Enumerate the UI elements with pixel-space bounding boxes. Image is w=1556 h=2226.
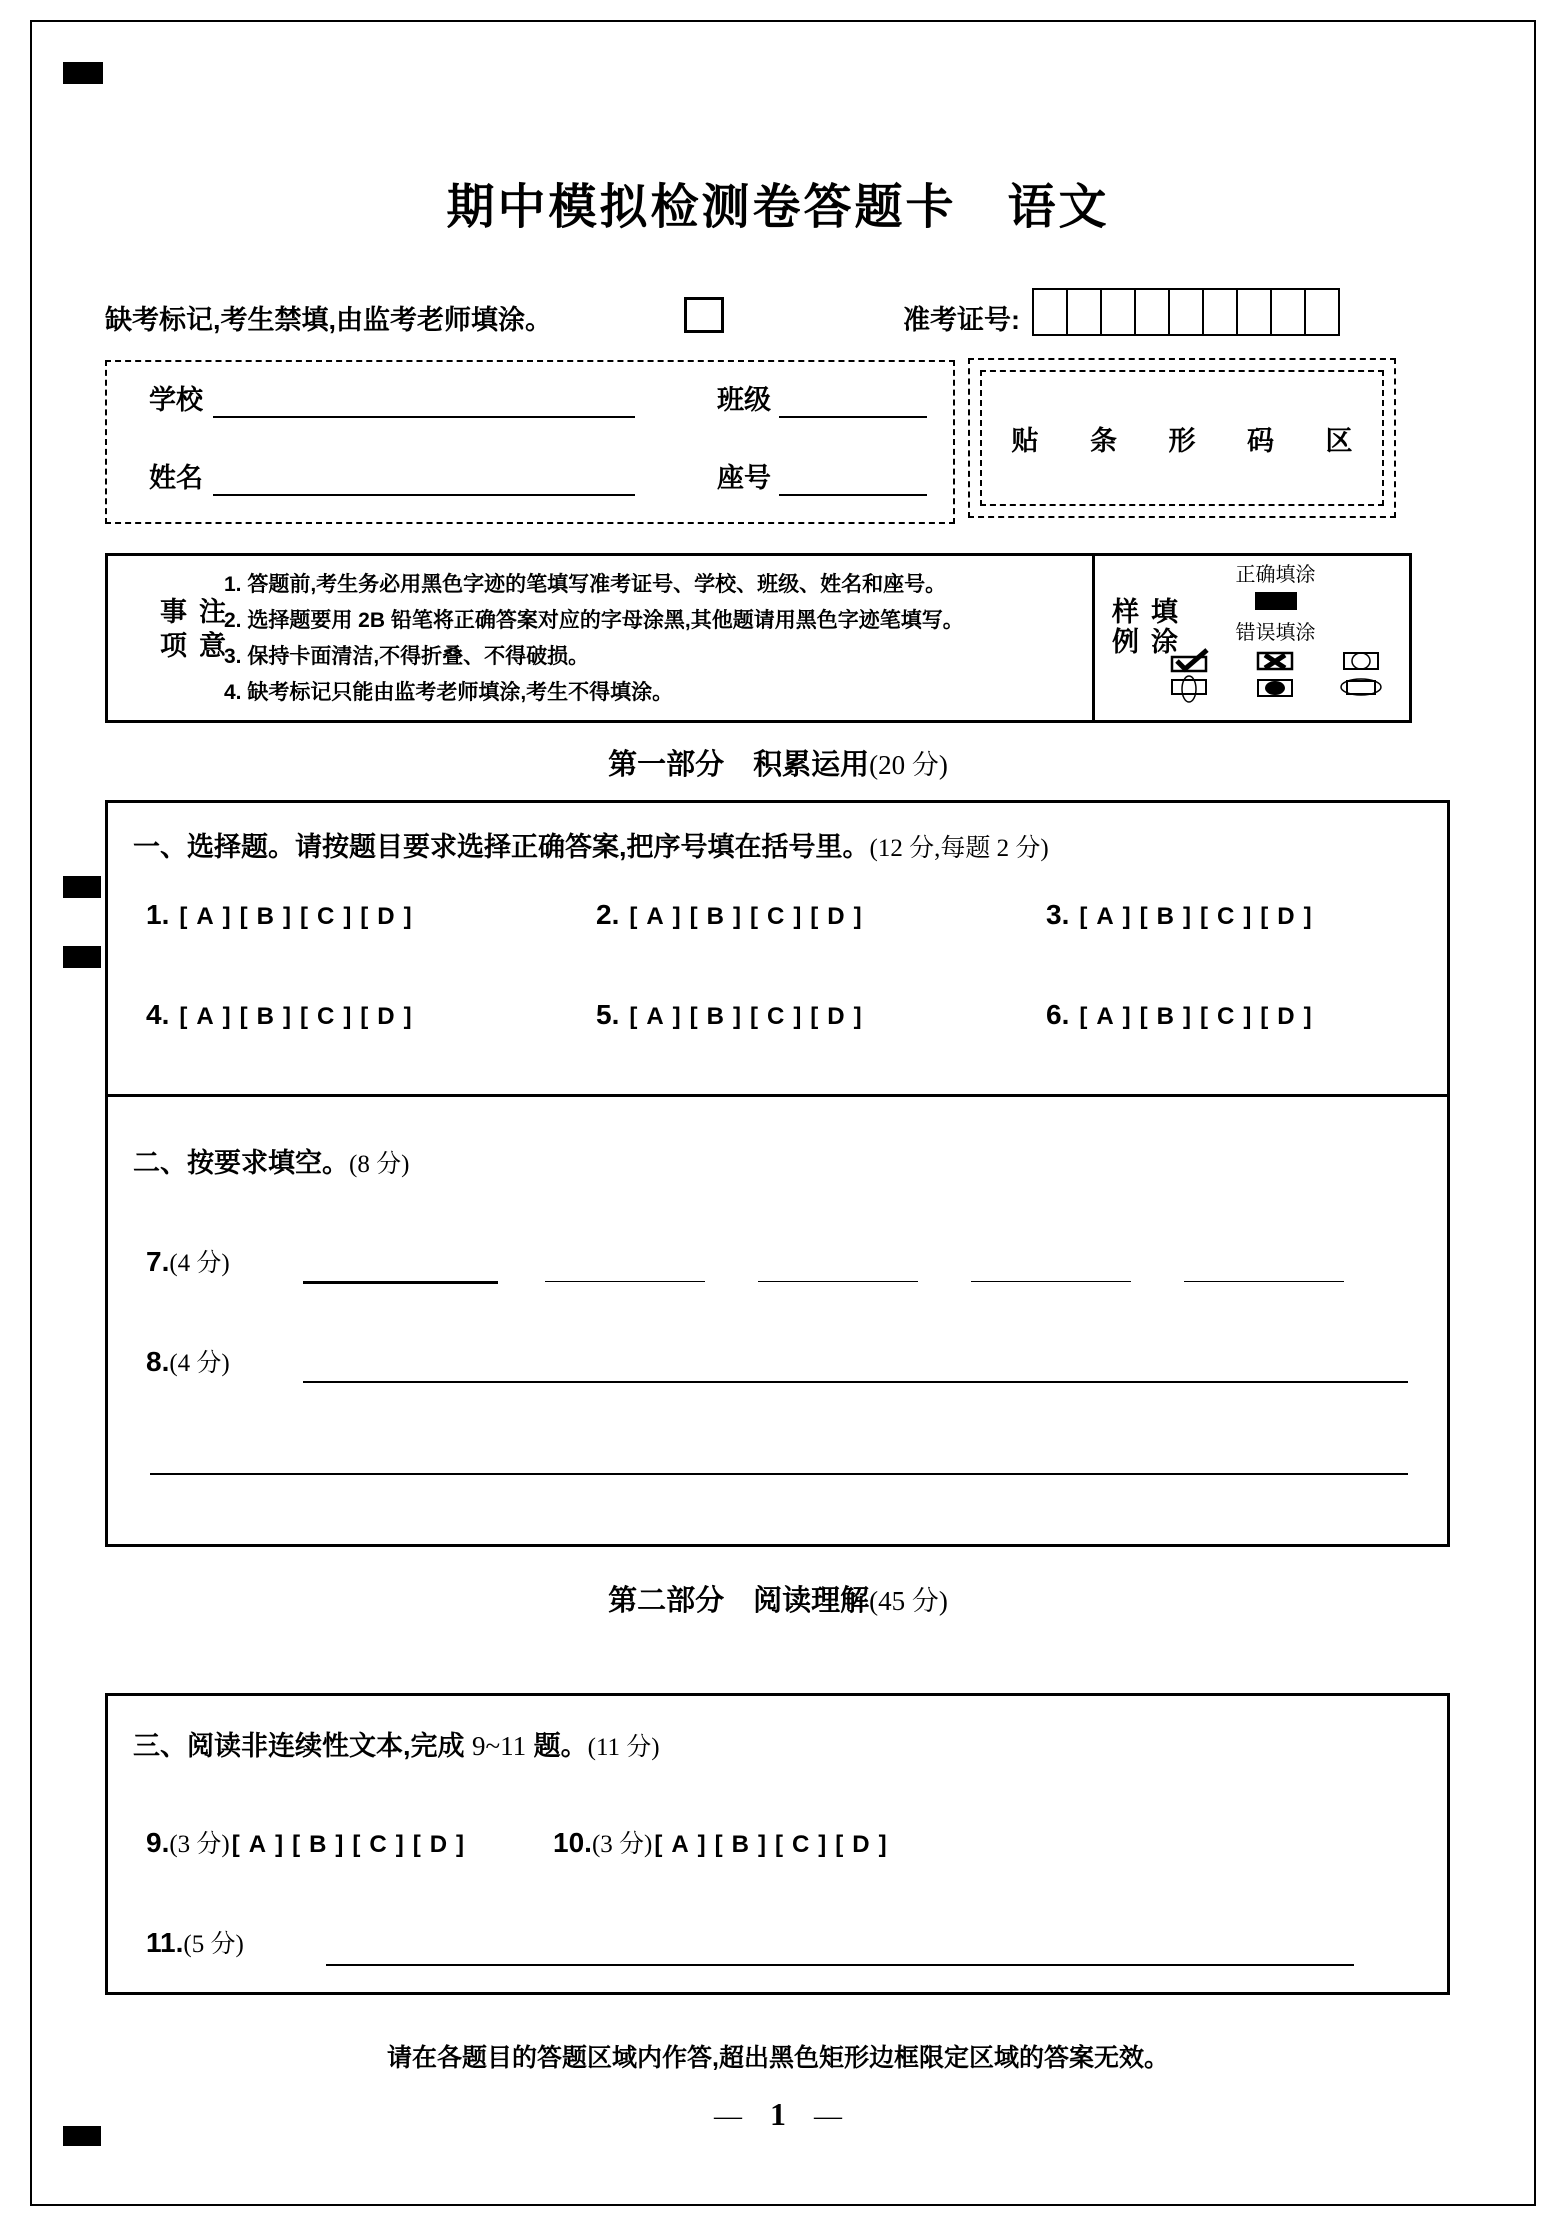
footer-note: 请在各题目的答题区域内作答,超出黑色矩形边框限定区域的答案无效。 xyxy=(387,2044,1169,2072)
page-number: 1 xyxy=(770,2096,786,2132)
question-7-number: 7. xyxy=(146,1246,170,1277)
class-label: 班级 xyxy=(717,385,771,415)
absent-mark-box[interactable] xyxy=(684,297,724,333)
answer-blank-7-1[interactable] xyxy=(303,1281,498,1284)
answer-box-part1 xyxy=(105,800,1450,1547)
answer-blank-8-1[interactable] xyxy=(303,1381,1408,1383)
question-8-number: 8. xyxy=(146,1346,170,1377)
notice-title: 注意事项 xyxy=(156,597,225,665)
answer-box-part2 xyxy=(105,1693,1450,1995)
name-field[interactable] xyxy=(213,494,635,496)
part2-score: (45 分) xyxy=(869,1586,948,1616)
question-2-options[interactable]: [A][B][C][D] xyxy=(629,903,871,930)
reg-mark-top-left xyxy=(63,62,103,84)
name-label: 姓名 xyxy=(149,463,203,493)
question-1-options[interactable]: [A][B][C][D] xyxy=(179,903,421,930)
question-row-9 xyxy=(146,1824,473,1860)
section2-score: (8 分) xyxy=(349,1151,410,1178)
admission-digit-cell[interactable] xyxy=(1270,290,1304,334)
correct-fill-mark xyxy=(1255,592,1297,610)
question-row-4 xyxy=(146,999,421,1031)
question-row-7 xyxy=(146,1243,230,1279)
school-field[interactable] xyxy=(213,416,635,418)
seat-label: 座号 xyxy=(717,463,771,493)
page-title: 期中模拟检测卷答题卡 语文 xyxy=(446,181,1110,234)
question-6-number: 6. xyxy=(1046,999,1070,1030)
notice-item-3: 3. 保持卡面清洁,不得折叠、不得破损。 xyxy=(224,645,590,668)
question-row-10 xyxy=(553,1824,896,1860)
reg-mark-left-1 xyxy=(63,876,101,898)
seat-field[interactable] xyxy=(779,494,927,496)
question-row-5 xyxy=(596,999,871,1031)
question-10-number: 10. xyxy=(553,1827,592,1858)
admission-digit-cell[interactable] xyxy=(1100,290,1134,334)
question-11-number: 11. xyxy=(146,1927,184,1958)
check-in-box-icon xyxy=(1167,647,1213,673)
admission-digit-cell[interactable] xyxy=(1168,290,1202,334)
notice-divider xyxy=(1092,556,1095,720)
answer-blank-7-2[interactable] xyxy=(545,1281,705,1282)
admission-digit-cell[interactable] xyxy=(1034,290,1066,334)
question-row-11 xyxy=(146,1924,244,1960)
answer-blank-7-5[interactable] xyxy=(1184,1281,1344,1282)
section2-title-text: 二、按要求填空。 xyxy=(133,1148,349,1178)
admission-digit-cell[interactable] xyxy=(1202,290,1236,334)
circle-in-box-icon xyxy=(1339,647,1385,673)
wide-ellipse-box-icon xyxy=(1339,675,1385,705)
question-3-options[interactable]: [A][B][C][D] xyxy=(1079,903,1321,930)
page-dash-right: — xyxy=(814,2101,842,2132)
cross-in-box-icon xyxy=(1253,647,1299,673)
admission-number-grid xyxy=(1032,288,1340,336)
question-6-options[interactable]: [A][B][C][D] xyxy=(1079,1003,1321,1030)
answer-blank-8-2[interactable] xyxy=(150,1473,1408,1475)
answer-blank-7-4[interactable] xyxy=(971,1281,1131,1282)
section3-title-post: 题。 xyxy=(526,1731,588,1761)
question-row-3 xyxy=(1046,899,1321,931)
section2-title xyxy=(133,1141,409,1180)
admission-digit-cell[interactable] xyxy=(1066,290,1100,334)
notice-items xyxy=(224,567,1084,711)
page-dash-left: — xyxy=(714,2101,742,2132)
question-2-number: 2. xyxy=(596,899,620,930)
part1-heading xyxy=(0,742,1556,783)
class-field[interactable] xyxy=(779,416,927,418)
fill-sample-area xyxy=(1148,558,1403,718)
correct-fill-label: 正确填涂 xyxy=(1235,564,1316,586)
question-4-options[interactable]: [A][B][C][D] xyxy=(179,1003,421,1030)
section3-title-pre: 三、阅读非连续性文本,完成 xyxy=(133,1731,473,1761)
page-number-row xyxy=(0,2096,1556,2133)
question-9-number: 9. xyxy=(146,1827,170,1858)
question-row-1 xyxy=(146,899,421,931)
part1-score: (20 分) xyxy=(869,750,948,780)
answer-blank-11[interactable] xyxy=(326,1964,1354,1966)
notice-item-1: 1. 答题前,考生务必用黑色字迹的笔填写准考证号、学校、班级、姓名和座号。 xyxy=(224,573,947,596)
question-1-number: 1. xyxy=(146,899,170,930)
notice-box xyxy=(105,553,1412,723)
part1-heading-text: 第一部分 积累运用 xyxy=(608,749,870,781)
absent-mark-label: 缺考标记,考生禁填,由监考老师填涂。 xyxy=(105,305,553,335)
notice-item-2: 2. 选择题要用 2B 铅笔将正确答案对应的字母涂黑,其他题请用黑色字迹笔填写。 xyxy=(224,609,964,632)
section1-title-text: 一、选择题。请按题目要求选择正确答案,把序号填在括号里。 xyxy=(133,832,870,862)
question-7-score: (4 分) xyxy=(169,1250,230,1277)
barcode-paste-zone[interactable] xyxy=(980,370,1384,506)
wrong-fill-label: 错误填涂 xyxy=(1235,622,1316,644)
question-10-score: (3 分) xyxy=(591,1831,653,1858)
question-4-number: 4. xyxy=(146,999,170,1030)
part2-heading-text: 第二部分 阅读理解 xyxy=(608,1585,870,1617)
question-10-options[interactable]: [A][B][C][D] xyxy=(654,1831,896,1858)
part2-heading xyxy=(0,1578,1556,1619)
question-row-6 xyxy=(1046,999,1321,1031)
admission-digit-cell[interactable] xyxy=(1236,290,1270,334)
question-row-2 xyxy=(596,899,871,931)
admission-digit-cell[interactable] xyxy=(1304,290,1338,334)
barcode-label: 贴 条 形 码 区 xyxy=(1011,425,1375,456)
fill-sample-title: 填涂样例 xyxy=(1108,597,1177,657)
question-9-options[interactable]: [A][B][C][D] xyxy=(231,1831,474,1858)
question-11-score: (5 分) xyxy=(183,1931,244,1958)
question-8-score: (4 分) xyxy=(169,1350,230,1377)
admission-digit-cell[interactable] xyxy=(1134,290,1168,334)
section1-title xyxy=(133,825,1049,864)
vertical-ellipse-box-icon xyxy=(1167,675,1213,705)
section1-score: (12 分,每题 2 分) xyxy=(869,835,1049,862)
question-row-8 xyxy=(146,1343,230,1379)
question-5-number: 5. xyxy=(596,999,620,1030)
barcode-area[interactable] xyxy=(968,358,1396,518)
section3-score: (11 分) xyxy=(587,1734,660,1761)
question-5-options[interactable]: [A][B][C][D] xyxy=(629,1003,871,1030)
student-info-box xyxy=(105,360,955,524)
notice-item-4: 4. 缺考标记只能由监考老师填涂,考生不得填涂。 xyxy=(224,681,674,704)
question-9-score: (3 分) xyxy=(169,1831,230,1858)
answer-blank-7-3[interactable] xyxy=(758,1281,918,1282)
school-label: 学校 xyxy=(149,385,203,415)
section3-title xyxy=(133,1724,660,1763)
reg-mark-left-2 xyxy=(63,946,101,968)
question-3-number: 3. xyxy=(1046,899,1070,930)
admission-number-label: 准考证号: xyxy=(903,305,1020,335)
section-divider xyxy=(108,1094,1447,1097)
section3-question-range: 9~11 xyxy=(472,1731,527,1761)
filled-dot-box-icon xyxy=(1253,675,1299,705)
